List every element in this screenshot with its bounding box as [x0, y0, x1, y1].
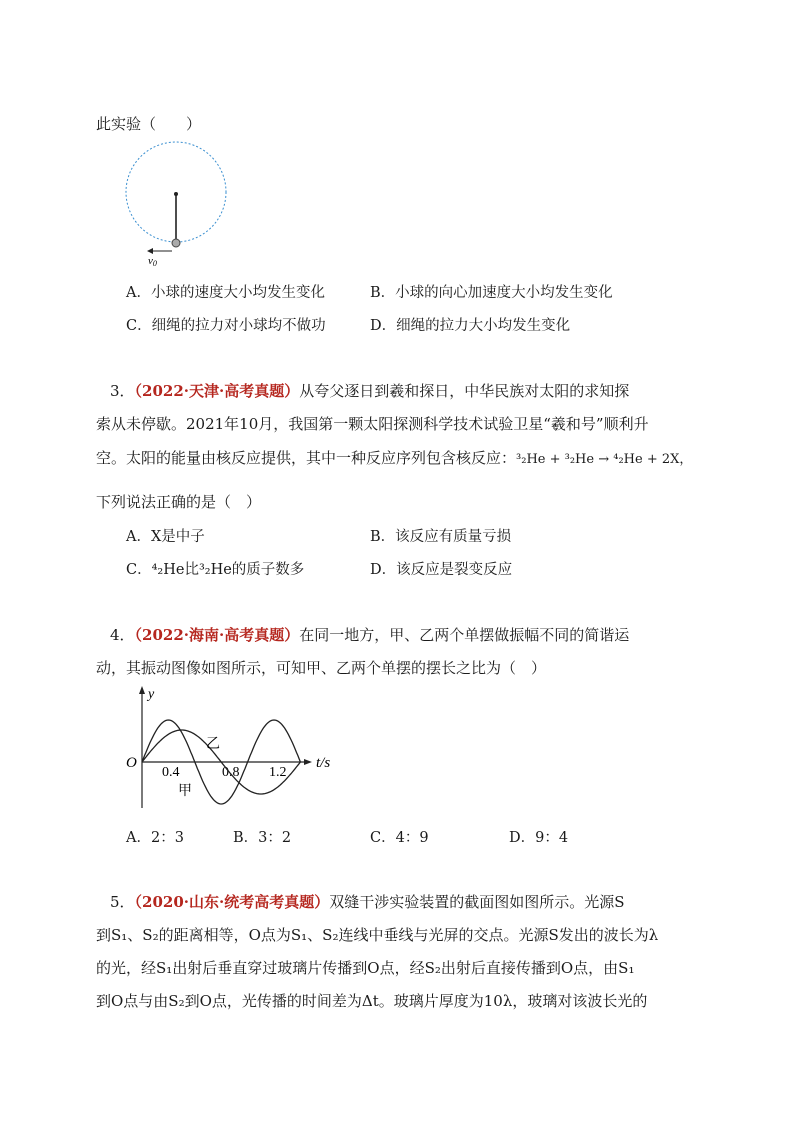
q3-source: （2022·天津·高考真题）: [134, 382, 300, 400]
q4-text1: 在同一地方，甲、乙两个单摆做振幅不同的简谐运: [299, 626, 630, 644]
q2-option-c: C．细绳的拉力对小球均不做功: [126, 318, 326, 334]
tick-label-0-8: 0.8: [222, 765, 240, 780]
tick-label-0-4: 0.4: [162, 765, 180, 780]
q3-option-c: C．⁴₂He比³₂He的质子数多: [126, 562, 305, 578]
q4-option-a: A．2：3: [126, 830, 184, 846]
q2-circle-figure: [118, 140, 238, 270]
q4-vibration-graph: [120, 682, 350, 812]
q2-option-b: B．小球的向心加速度大小均发生变化: [370, 285, 613, 301]
q3-line3: 空。太阳的能量由核反应提供，其中一种反应序列包含核反应：³₂He + ³₂He → ⁴₂He + 2X，: [96, 449, 693, 467]
x-arrow-icon: [304, 759, 312, 765]
arrow-head-icon: [147, 248, 153, 254]
q5-line2: 到S₁、S₂的距离相等，O点为S₁、S₂连线中垂线与光屏的交点。光源S发出的波长为λ: [96, 926, 659, 944]
q3-option-d: D．该反应是裂变反应: [370, 562, 513, 578]
q3-line2: 索从未停歇。2021年10月，我国第一颗太阳探测科学技术试验卫星“羲和号”顺利升: [96, 415, 649, 433]
q3-option-b: B．该反应有质量亏损: [370, 529, 512, 545]
origin-label: O: [126, 755, 137, 771]
q4-line1: [96, 624, 629, 645]
tick-label-1-2: 1.2: [269, 765, 287, 780]
q3-option-a: A．X是中子: [126, 529, 205, 545]
q4-option-c: C．4：9: [370, 830, 429, 846]
label-yi: 乙: [206, 737, 220, 752]
q2-option-a: A．小球的速度大小均发生变化: [126, 285, 325, 301]
q3-line1: [96, 380, 629, 401]
label-jia: 甲: [178, 784, 192, 799]
q4-option-b: B．3：2: [233, 830, 292, 846]
q3-equation: ³₂He + ³₂He → ⁴₂He + 2X，: [516, 452, 693, 467]
q4-option-d: D．9：4: [509, 830, 569, 846]
q3-line4: 下列说法正确的是（ ）: [96, 493, 262, 511]
q2-option-d: D．细绳的拉力大小均发生变化: [370, 318, 571, 334]
q5-source: （2020·山东·统考高考真题）: [134, 893, 330, 911]
y-axis-label: y: [148, 687, 155, 702]
q2-stem-tail: 此实验（ ）: [96, 115, 202, 133]
x-axis-label: t/s: [316, 755, 331, 771]
q3-number: 3．: [110, 382, 135, 400]
q4-line2: 动，其振动图像如图所示，可知甲、乙两个单摆的摆长之比为（ ）: [96, 659, 547, 677]
q5-text1: 双缝干涉实验装置的截面图如图所示。光源S: [329, 893, 625, 911]
q3-text1: 从夸父逐日到羲和探日，中华民族对太阳的求知探: [299, 382, 630, 400]
velocity-label: v0: [148, 255, 157, 268]
y-arrow-icon: [139, 686, 145, 694]
q4-number: 4．: [110, 626, 135, 644]
ball: [172, 239, 180, 247]
q4-source: （2022·海南·高考真题）: [134, 626, 300, 644]
q5-line3: 的光，经S₁出射后垂直穿过玻璃片传播到O点，经S₂出射后直接传播到O点，由S₁: [96, 959, 635, 977]
q5-line1: [96, 891, 625, 912]
q5-line4: 到O点与由S₂到O点，光传播的时间差为Δt。玻璃片厚度为10λ，玻璃对该波长光的: [96, 992, 648, 1010]
q5-number: 5．: [110, 893, 135, 911]
